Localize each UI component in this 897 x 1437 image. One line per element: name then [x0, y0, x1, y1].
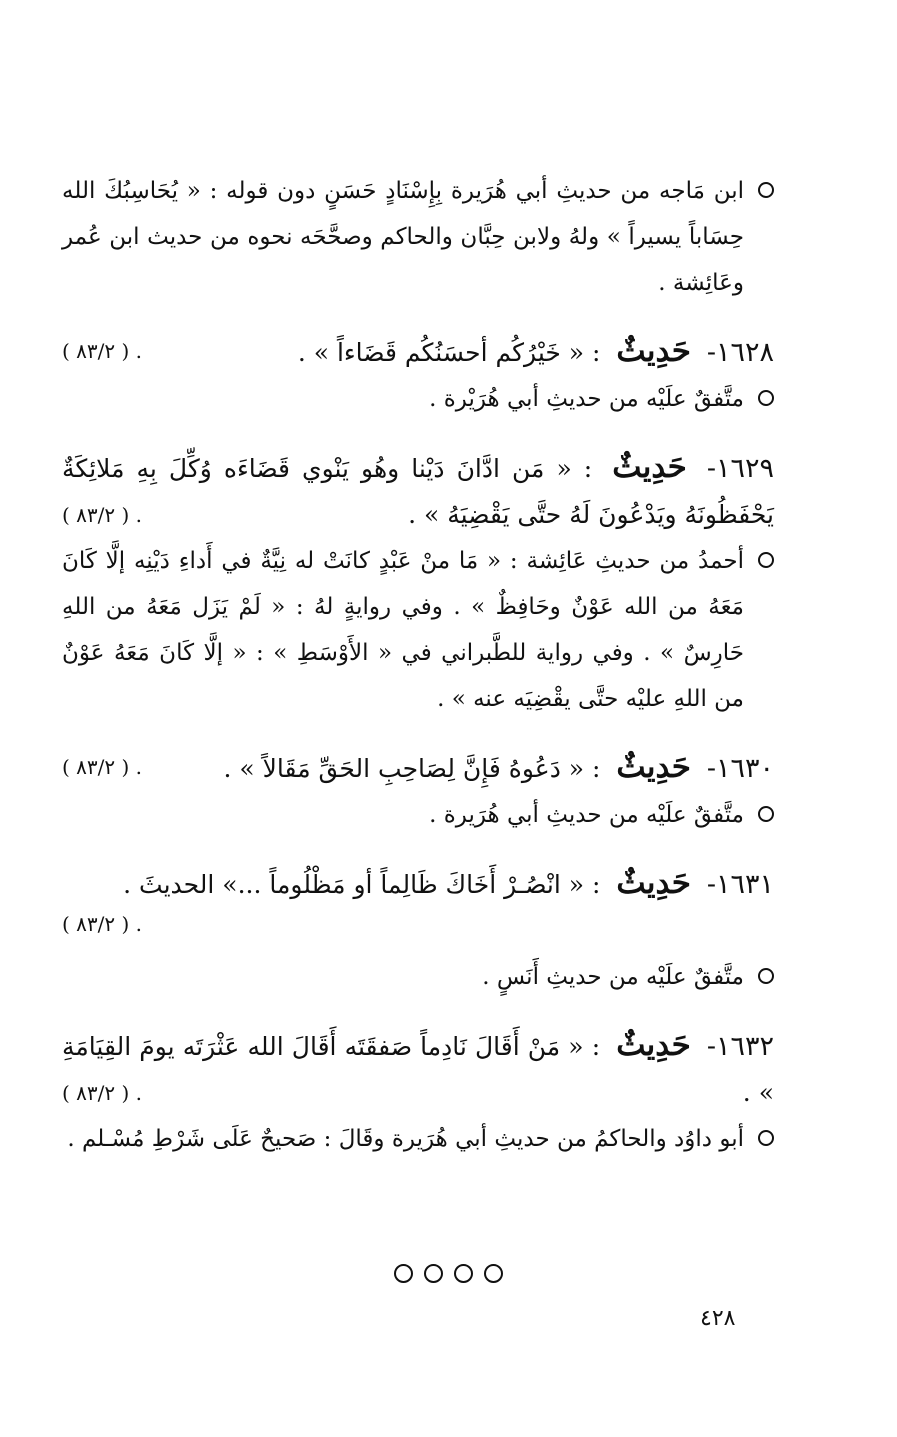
hadith-keyword: حَدِيثٌ [616, 333, 691, 369]
circle-icon [484, 1264, 503, 1283]
page-body [62, 168, 774, 1162]
hadith-number: ١٦٢٨- [706, 337, 774, 368]
hadith-keyword: حَدِيثٌ [616, 865, 691, 901]
hadith-text: : « دَعُوهُ فَإِنَّ لِصَاحِبِ الحَقِّ مَقَالاً » . [223, 754, 601, 783]
source-note-text: متَّفقٌ علَيْه من حديثِ أَنَسٍ . [482, 964, 744, 990]
bullet-icon [758, 552, 774, 568]
hadith-reference: ( ٨٣/٢ ) . [62, 912, 143, 936]
bullet-icon [758, 968, 774, 984]
source-note-text: ابن مَاجه من حديثِ أبي هُرَيرة بِإِسْنَادٍ حَسَنٍ دون قوله : « يُحَاسِبُكَ الله حِسَاباً يسيراً » ولهُ ولابن حِبَّان والحاكم وصحَّحَه نحوه من حديث ابن عُمر وعَائِشة . [62, 178, 744, 296]
source-note [62, 168, 774, 306]
hadith-reference: ( ٨٣/٢ ) . [62, 755, 143, 779]
hadith-reference: ( ٨٣/٢ ) . [62, 1081, 143, 1105]
source-note [62, 538, 774, 722]
source-note [62, 954, 774, 1000]
source-note-text: أحمدُ من حديثِ عَائِشة : « مَا منْ عَبْدٍ كانَتْ له نِيَّةٌ في أَداءِ دَيْنِه إلَّا كَانَ مَعَهُ من الله عَوْنٌ وحَافِظٌ » . وفي روايةٍ لهُ : « لَمْ يَزَل مَعَهُ من اللهِ حَارِسٌ » . وفي رواية للطَّبراني في « الأَوْسَطِ » : « إلَّا كَانَ مَعَهُ عَوْنٌ من اللهِ عليْه حتَّى يقْضِيَه عنه » . [62, 548, 744, 712]
hadith-number: ١٦٣٠- [706, 753, 774, 784]
bullet-icon [758, 806, 774, 822]
page-number: ٤٢٨ [700, 1306, 736, 1331]
hadith-entry [62, 328, 774, 376]
hadith-reference: ( ٨٣/٢ ) . [62, 339, 143, 363]
circle-icon [424, 1264, 443, 1283]
hadith-entry [62, 1022, 774, 1116]
hadith-number: ١٦٢٩- [706, 453, 774, 484]
hadith-entry [62, 444, 774, 538]
source-note [62, 1116, 774, 1162]
hadith-entry [62, 860, 774, 944]
source-note-text: أبو داوُد والحاكمُ من حديثِ أبي هُرَيرة وقَالَ : صَحيحٌ عَلَى شَرْطِ مُسْـلم . [67, 1126, 744, 1152]
source-note [62, 376, 774, 422]
hadith-number: ١٦٣١- [706, 869, 774, 900]
hadith-keyword: حَدِيثٌ [616, 749, 691, 785]
source-note-text: متَّفقٌ علَيْه من حديثِ أبي هُرَيْرة . [429, 386, 744, 412]
source-note-text: متَّفقٌ علَيْه من حديثِ أبي هُرَيرة . [429, 802, 744, 828]
hadith-text: : « خَيْرُكُم أحسَنُكُم قَضَاءاً » . [297, 338, 601, 367]
hadith-reference: ( ٨٣/٢ ) . [62, 503, 143, 527]
circle-icon [454, 1264, 473, 1283]
hadith-text: : « مَن ادَّانَ دَيْنا وهُو يَنْوي قَضَاءَه وُكِّلَ بِهِ مَلائِكَةٌ يَحْفَظُونَهُ ويَدْعُونَ لَهُ حتَّى يَقْضِيَهُ » . [62, 454, 774, 529]
hadith-text: : « انْصُـرْ أَخَاكَ ظَالِماً أو مَظْلُوماً ...» الحديثَ . [123, 870, 601, 899]
hadith-number: ١٦٣٢- [706, 1031, 774, 1062]
hadith-text: : « مَنْ أَقَالَ نَادِماً صَفقَتَه أَقَالَ الله عَثْرَتَه يومَ القِيَامَةِ » . [62, 1032, 774, 1107]
bullet-icon [758, 390, 774, 406]
bullet-icon [758, 1130, 774, 1146]
hadith-keyword: حَدِيثٌ [612, 449, 687, 485]
source-note [62, 792, 774, 838]
hadith-entry [62, 744, 774, 792]
section-divider [0, 1264, 897, 1287]
bullet-icon [758, 182, 774, 198]
hadith-keyword: حَدِيثٌ [616, 1027, 691, 1063]
circle-icon [394, 1264, 413, 1283]
